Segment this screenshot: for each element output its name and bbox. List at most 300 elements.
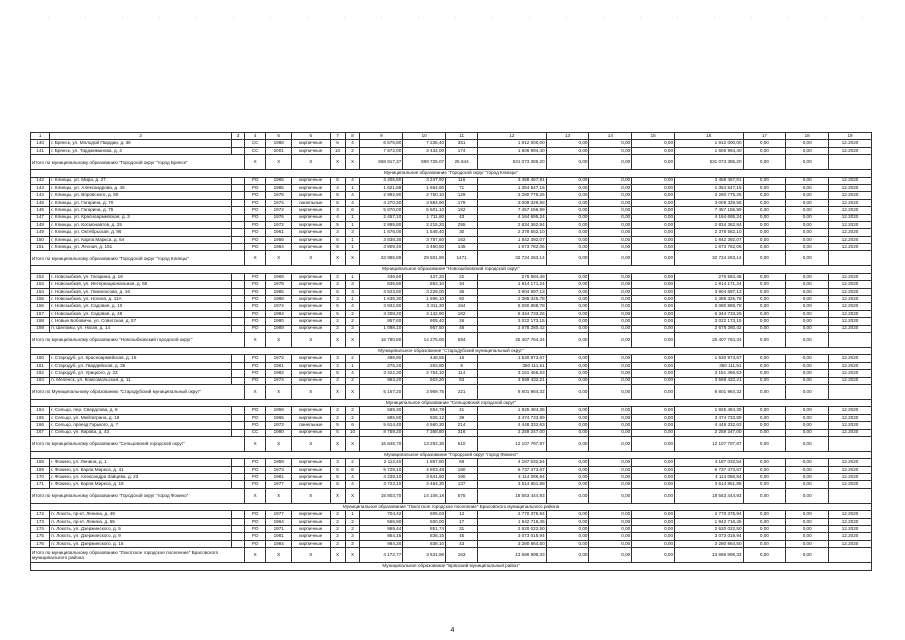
cell-deadline: 12.2020 (829, 140, 872, 147)
cell-ownership: РО (244, 214, 265, 221)
cell-unit-cost: 0,00 (743, 518, 786, 525)
subtotal-x: Х (244, 384, 265, 399)
cell-address: г. Фокино, ул. Карла Маркса, д. 18 (50, 481, 232, 488)
cell-entrances: 2 (345, 518, 360, 525)
cell-cost-owners: 1 354 547,16 (675, 184, 743, 191)
cell-deadline: 12.2020 (829, 273, 872, 280)
cell-residents: 164 (446, 303, 478, 310)
cell-residents: 114 (446, 370, 478, 377)
cell-year: 1981 (266, 474, 292, 481)
cell-blank (232, 526, 245, 533)
cell-address: г. Сельцо, пер. Свердлова, д. 8 (50, 407, 232, 414)
cell-wall-material: кирпичные (292, 273, 331, 280)
cell-ownership: РО (244, 414, 265, 421)
cell-total-area: 436,60 (360, 273, 403, 280)
cell-wall-material: кирпичные (292, 540, 331, 547)
cell-total-cost: 3 458 467,81 (478, 177, 546, 184)
cell-cost-budget: 0,00 (589, 214, 632, 221)
cell-living-area: 3 464,30 (403, 481, 446, 488)
cell-address: г. Новозыбков, ул. Ногина, д. 11А (50, 296, 232, 303)
cell-deadline: 12.2020 (829, 244, 872, 251)
cell-blank (232, 414, 245, 421)
cell-total-cost: 1 912 000,00 (478, 140, 546, 147)
cell-cost-owners: 3 073 018,94 (675, 533, 743, 540)
cell-cost-budget: 0,00 (589, 296, 632, 303)
cell-floors: 2 (330, 511, 345, 518)
subtotal-value: 0,00 (632, 332, 675, 347)
cell-living-area: 503,20 (403, 377, 446, 384)
cell-cost-owners: 2 834 362,84 (675, 221, 743, 228)
cell-cost-fund: 0,00 (546, 318, 589, 325)
cell-deadline: 12.2020 (829, 221, 872, 228)
cell-floors: 5 (330, 474, 345, 481)
cell-year: 1989 (266, 325, 292, 332)
subtotal-row (31, 251, 872, 266)
cell-total-area: 1 098,10 (360, 325, 403, 332)
cell-cost-budget: 0,00 (589, 310, 632, 317)
cell-cost-local: 0,00 (632, 318, 675, 325)
cell-cost-budget: 0,00 (589, 236, 632, 243)
cell-year: 2001 (266, 147, 292, 154)
cell-residents: 145 (446, 244, 478, 251)
cell-entrances: 6 (345, 422, 360, 429)
cell-address: г. Новозыбков, ул. Ломоносова, д. 16 (50, 288, 232, 295)
cell-deadline: 12.2020 (829, 214, 872, 221)
cell-residents: 16 (446, 355, 478, 362)
cell-year: 1972 (266, 355, 292, 362)
cell-address: г. Новозыбков, ул. Садовая, д. 48 (50, 310, 232, 317)
cell-blank (232, 481, 245, 488)
cell-residents: 152 (446, 207, 478, 214)
subtotal-value: 3 969,75 (403, 384, 446, 399)
cell-unit-cost: 0,00 (743, 481, 786, 488)
table-row (31, 518, 872, 525)
cell-living-area: 263,80 (403, 362, 446, 369)
cell-residents: 83 (446, 377, 478, 384)
subtotal-value: 0,00 (786, 436, 829, 451)
cell-living-area: 1 867,80 (403, 459, 446, 466)
cell-cost-fund: 0,00 (546, 377, 589, 384)
cell-blank (232, 140, 245, 147)
cell-year: 1981 (266, 533, 292, 540)
cell-cost-fund: 0,00 (546, 192, 589, 199)
table-row (31, 207, 872, 214)
cell-total-area: 5 614,40 (360, 422, 403, 429)
cell-year: 1988 (266, 140, 292, 147)
cell-unit-cost: 0,00 (743, 407, 786, 414)
cell-cost-local: 0,00 (632, 481, 675, 488)
cell-residents: 71 (446, 184, 478, 191)
cell-cost-local: 0,00 (632, 429, 675, 436)
cell-cost-owners: 1 925 484,35 (675, 407, 743, 414)
cell-ownership: РО (244, 296, 265, 303)
cell-limit-cost: 0,00 (786, 236, 829, 243)
cell-limit-cost: 0,00 (786, 221, 829, 228)
cell-residents: 316 (446, 429, 478, 436)
subtotal-x: Х (266, 384, 292, 399)
cell-residents: 351 (446, 140, 478, 147)
cell-limit-cost: 0,00 (786, 147, 829, 154)
cell-limit-cost: 0,00 (786, 318, 829, 325)
cell-total-area: 3 523,60 (360, 288, 403, 295)
cell-cost-owners: 3 514 851,88 (675, 481, 743, 488)
subtotal-value: 0,00 (546, 488, 589, 503)
cell-ownership: РО (244, 526, 265, 533)
cell-ownership: РО (244, 459, 265, 466)
cell-deadline: 12.2020 (829, 370, 872, 377)
cell-cost-fund: 0,00 (546, 414, 589, 421)
subtotal-value: 0,00 (632, 436, 675, 451)
cell-year: 1978 (266, 281, 292, 288)
cell-cost-owners: 1 530 973,67 (675, 355, 743, 362)
cell-cost-owners: 3 280 864,50 (675, 540, 743, 547)
cell-cost-local: 0,00 (632, 303, 675, 310)
subtotal-value: 0,00 (546, 332, 589, 347)
cell-year: 1964 (266, 518, 292, 525)
cell-blank (232, 236, 245, 243)
column-number-row (31, 133, 872, 140)
cell-year: 1978 (266, 192, 292, 199)
cell-total-area: 1 676,00 (360, 229, 403, 236)
cell-row-number: 162 (31, 370, 50, 377)
cell-limit-cost: 0,00 (786, 192, 829, 199)
cell-address: г. Фокино, ул. Ленина, д. 1 (50, 459, 232, 466)
cell-entrances: 4 (345, 303, 360, 310)
cell-floors: 2 (330, 281, 345, 288)
subtotal-x: Х (244, 251, 265, 266)
section-title: Муниципальное образование "Сельцовский городской округ" (31, 399, 872, 406)
cell-cost-local: 0,00 (632, 414, 675, 421)
subtotal-value: 531 073 385,20 (478, 155, 546, 170)
cell-cost-fund: 0,00 (546, 481, 589, 488)
cell-address: г. Клинцы, ул. Гагарина, д. 75 (50, 207, 232, 214)
cell-cost-fund: 0,00 (546, 303, 589, 310)
cell-cost-fund: 0,00 (546, 429, 589, 436)
cell-living-area: 437,20 (403, 273, 446, 280)
subtotal-value: 14 106,18 (403, 488, 446, 503)
subtotal-value: 15 803,70 (360, 488, 403, 503)
cell-year: 1985 (266, 288, 292, 295)
cell-entrances: 4 (345, 177, 360, 184)
cell-limit-cost: 0,00 (786, 459, 829, 466)
cell-total-cost: 1 925 484,35 (478, 407, 546, 414)
cell-cost-owners: 3 022 173,15 (675, 318, 743, 325)
cell-wall-material: кирпичные (292, 355, 331, 362)
cell-deadline: 12.2020 (829, 147, 872, 154)
cell-row-number: 157 (31, 310, 50, 317)
cell-year: 1973 (266, 466, 292, 473)
cell-floors: 2 (330, 540, 345, 547)
cell-living-area: 957,50 (403, 325, 446, 332)
cell-total-area: 5 729,10 (360, 466, 403, 473)
cell-floors: 2 (330, 318, 345, 325)
cell-ownership: РО (244, 481, 265, 488)
cell-row-number: 164 (31, 407, 50, 414)
cell-total-cost: 1 530 973,67 (478, 355, 546, 362)
subtotal-value: 0,00 (786, 548, 829, 563)
subtotal-x: Х (266, 436, 292, 451)
cell-row-number: 167 (31, 429, 50, 436)
subtotal-value: 0,00 (786, 488, 829, 503)
cell-living-area: 3 247,60 (403, 177, 446, 184)
cell-year: 1969 (266, 273, 292, 280)
cell-deadline: 12.2020 (829, 325, 872, 332)
cell-address: г. Клинцы, ул. Лесная, д. 151 (50, 244, 232, 251)
table-row (31, 526, 872, 533)
cell-blank (232, 273, 245, 280)
cell-cost-fund: 0,00 (546, 236, 589, 243)
cell-floors: 10 (330, 147, 345, 154)
subtotal-label: Итого по муниципальному образованию "Городской округ "город Фокино" (31, 488, 245, 503)
cell-year: 1985 (266, 184, 292, 191)
cell-row-number: 174 (31, 526, 50, 533)
cell-ownership: РО (244, 511, 265, 518)
table-row (31, 362, 872, 369)
cell-blank (232, 318, 245, 325)
cell-blank (232, 207, 245, 214)
cell-floors: 3 (330, 296, 345, 303)
cell-year: 1988 (266, 296, 292, 303)
cell-cost-local: 0,00 (632, 236, 675, 243)
subtotal-value: 13 686 998,33 (478, 548, 546, 563)
cell-cost-owners: 276 584,49 (675, 273, 743, 280)
column-number: 8 (345, 133, 360, 140)
cell-cost-budget: 0,00 (589, 199, 632, 206)
cell-ownership: РО (244, 377, 265, 384)
cell-wall-material: кирпичные (292, 407, 331, 414)
cell-living-area: 3 841,60 (403, 474, 446, 481)
cell-deadline: 12.2020 (829, 459, 872, 466)
subtotal-value: 25 644 (446, 155, 478, 170)
cell-address: г. Сельцо, ул. Мейтиграна, д. 18 (50, 414, 232, 421)
cell-limit-cost: 0,00 (786, 273, 829, 280)
cell-limit-cost: 0,00 (786, 526, 829, 533)
cell-deadline: 12.2020 (829, 288, 872, 295)
cell-blank (232, 214, 245, 221)
cell-blank (232, 540, 245, 547)
table-row (31, 429, 872, 436)
table-row (31, 533, 872, 540)
cell-floors: 5 (330, 221, 345, 228)
cell-total-area: 3 405,80 (360, 177, 403, 184)
subtotal-value (829, 251, 872, 266)
cell-ownership: РО (244, 422, 265, 429)
cell-cost-local: 0,00 (632, 362, 675, 369)
cell-unit-cost: 0,00 (743, 511, 786, 518)
cell-ownership: РО (244, 288, 265, 295)
subtotal-value: 599 725,07 (403, 155, 446, 170)
cell-deadline: 12.2020 (829, 184, 872, 191)
section-title-row (31, 503, 872, 510)
cell-cost-budget: 0,00 (589, 325, 632, 332)
cell-floors: 3 (330, 459, 345, 466)
subtotal-x: Х (244, 488, 265, 503)
cell-cost-budget: 0,00 (589, 466, 632, 473)
subtotal-x: Х (244, 436, 265, 451)
cell-year: 1959 (266, 407, 292, 414)
cell-residents: 30 (446, 229, 478, 236)
cell-cost-local: 0,00 (632, 221, 675, 228)
scan-noise (30, 7, 885, 37)
cell-wall-material: кирпичные (292, 511, 331, 518)
cell-row-number: 142 (31, 177, 50, 184)
cell-year: 1972 (266, 221, 292, 228)
cell-total-area: 4 239,10 (360, 474, 403, 481)
cell-total-area: 2 895,80 (360, 221, 403, 228)
cell-limit-cost: 0,00 (786, 199, 829, 206)
subtotal-value: 5 157,20 (360, 384, 403, 399)
cell-unit-cost: 0,00 (743, 318, 786, 325)
cell-blank (232, 281, 245, 288)
cell-limit-cost: 0,00 (786, 310, 829, 317)
cell-entrances: 4 (345, 370, 360, 377)
cell-total-cost: 2 620 022,50 (478, 526, 546, 533)
cell-address: г. Клинцы, ул. Красноармейская, д. 3 (50, 214, 232, 221)
cell-wall-material: кирпичные (292, 325, 331, 332)
cell-wall-material: кирпичные (292, 414, 331, 421)
cell-entrances: 1 (345, 296, 360, 303)
cell-living-area: 3 142,90 (403, 310, 446, 317)
subtotal-value (829, 384, 872, 399)
subtotal-value: 18 553 444,93 (478, 488, 546, 503)
cell-cost-budget: 0,00 (589, 414, 632, 421)
cell-cost-fund: 0,00 (546, 540, 589, 547)
column-number: 17 (743, 133, 786, 140)
cell-address: г. Брянск, ул. Молодой Гвардии, д. 36 (50, 140, 232, 147)
cell-limit-cost: 0,00 (786, 288, 829, 295)
cell-row-number: 151 (31, 244, 50, 251)
subtotal-value: 163 (446, 548, 478, 563)
cell-address: г. Клинцы, ул. Александрова, д. 45 (50, 184, 232, 191)
cell-limit-cost: 0,00 (786, 474, 829, 481)
column-number: 9 (360, 133, 403, 140)
cell-limit-cost: 0,00 (786, 229, 829, 236)
cell-limit-cost: 0,00 (786, 184, 829, 191)
cell-blank (232, 459, 245, 466)
cell-floors: 5 (330, 429, 345, 436)
cell-year: 1984 (266, 540, 292, 547)
cell-address: г. Брянск, ул. Тарджиманова, д. 4 (50, 147, 232, 154)
cell-cost-fund: 0,00 (546, 459, 589, 466)
cell-row-number: 165 (31, 414, 50, 421)
cell-wall-material: панельные (292, 199, 331, 206)
subtotal-x: Х (330, 332, 345, 347)
cell-living-area: 826,12 (403, 414, 446, 421)
cell-ownership: РО (244, 281, 265, 288)
subtotal-label: Итого по муниципальному образованию "Городской округ "город Клинцы" (31, 251, 245, 266)
cell-row-number: 160 (31, 355, 50, 362)
section-title: Муниципальное образование "Локотское городское поселение" Брасовского муниципального района (31, 503, 872, 510)
cell-unit-cost: 0,00 (743, 540, 786, 547)
cell-cost-owners: 3 009 329,58 (675, 199, 743, 206)
cell-limit-cost: 0,00 (786, 377, 829, 384)
cell-ownership: РО (244, 273, 265, 280)
cell-cost-budget: 0,00 (589, 281, 632, 288)
cell-cost-owners: 1 673 782,06 (675, 244, 743, 251)
cell-residents: 174 (446, 147, 478, 154)
cell-unit-cost: 0,00 (743, 459, 786, 466)
section-title-row (31, 347, 872, 354)
cell-row-number: 154 (31, 288, 50, 295)
cell-unit-cost: 0,00 (743, 325, 786, 332)
cell-blank (232, 288, 245, 295)
cell-row-number: 140 (31, 140, 50, 147)
cell-entrances: 1 (345, 244, 360, 251)
subtotal-x: Х (292, 488, 331, 503)
cell-entrances: 2 (345, 407, 360, 414)
subtotal-x: Х (330, 384, 345, 399)
column-number: 3 (232, 133, 245, 140)
cell-ownership: РО (244, 310, 265, 317)
cell-cost-local: 0,00 (632, 229, 675, 236)
cell-limit-cost: 0,00 (786, 296, 829, 303)
cell-total-cost: 6 344 733,26 (478, 310, 546, 317)
cell-unit-cost: 0,00 (743, 214, 786, 221)
cell-blank (232, 177, 245, 184)
subtotal-value: 0,00 (786, 251, 829, 266)
subtotal-row (31, 332, 872, 347)
cell-year: 1984 (266, 244, 292, 251)
cell-ownership: РО (244, 533, 265, 540)
column-number: 14 (589, 133, 632, 140)
cell-cost-budget: 0,00 (589, 533, 632, 540)
cell-living-area: 838,10 (403, 540, 446, 547)
cell-total-cost: 3 904 697,13 (478, 288, 546, 295)
cell-cost-fund: 0,00 (546, 355, 589, 362)
cell-unit-cost: 0,00 (743, 236, 786, 243)
cell-cost-budget: 0,00 (589, 177, 632, 184)
cell-entrances: 3 (345, 281, 360, 288)
table-body (31, 133, 872, 571)
table-row (31, 540, 872, 547)
cell-cost-owners: 1 842 392,07 (675, 236, 743, 243)
cell-cost-local: 0,00 (632, 370, 675, 377)
cell-limit-cost: 0,00 (786, 414, 829, 421)
column-number: 19 (829, 133, 872, 140)
subtotal-x: Х (292, 436, 331, 451)
cell-cost-fund: 0,00 (546, 207, 589, 214)
cell-deadline: 12.2020 (829, 281, 872, 288)
cell-wall-material: кирпичные (292, 526, 331, 533)
cell-residents: 43 (446, 214, 478, 221)
subtotal-value (829, 548, 872, 563)
cell-cost-owners: 3 458 467,81 (675, 177, 743, 184)
cell-residents: 178 (446, 199, 478, 206)
subtotal-x: Х (330, 436, 345, 451)
cell-floors: 2 (330, 377, 345, 384)
cell-total-area: 2 992,90 (360, 192, 403, 199)
table-row (31, 459, 872, 466)
cell-cost-owners: 6 344 733,26 (675, 310, 743, 317)
cell-entrances: 3 (345, 288, 360, 295)
cell-living-area: 2 750,10 (403, 192, 446, 199)
cell-cost-local: 0,00 (632, 466, 675, 473)
cell-total-cost: 3 009 329,58 (478, 199, 546, 206)
cell-unit-cost: 0,00 (743, 288, 786, 295)
cell-floors: 9 (330, 244, 345, 251)
cell-total-cost: 2 834 362,84 (478, 221, 546, 228)
cell-floors: 4 (330, 184, 345, 191)
cell-unit-cost: 0,00 (743, 422, 786, 429)
column-number: 5 (266, 133, 292, 140)
cell-cost-local: 0,00 (632, 140, 675, 147)
cell-floors: 2 (330, 518, 345, 525)
cell-year: 1974 (266, 377, 292, 384)
cell-total-cost: 3 569 432,21 (478, 377, 546, 384)
cell-unit-cost: 0,00 (743, 370, 786, 377)
cell-cost-local: 0,00 (632, 244, 675, 251)
cell-cost-budget: 0,00 (589, 229, 632, 236)
